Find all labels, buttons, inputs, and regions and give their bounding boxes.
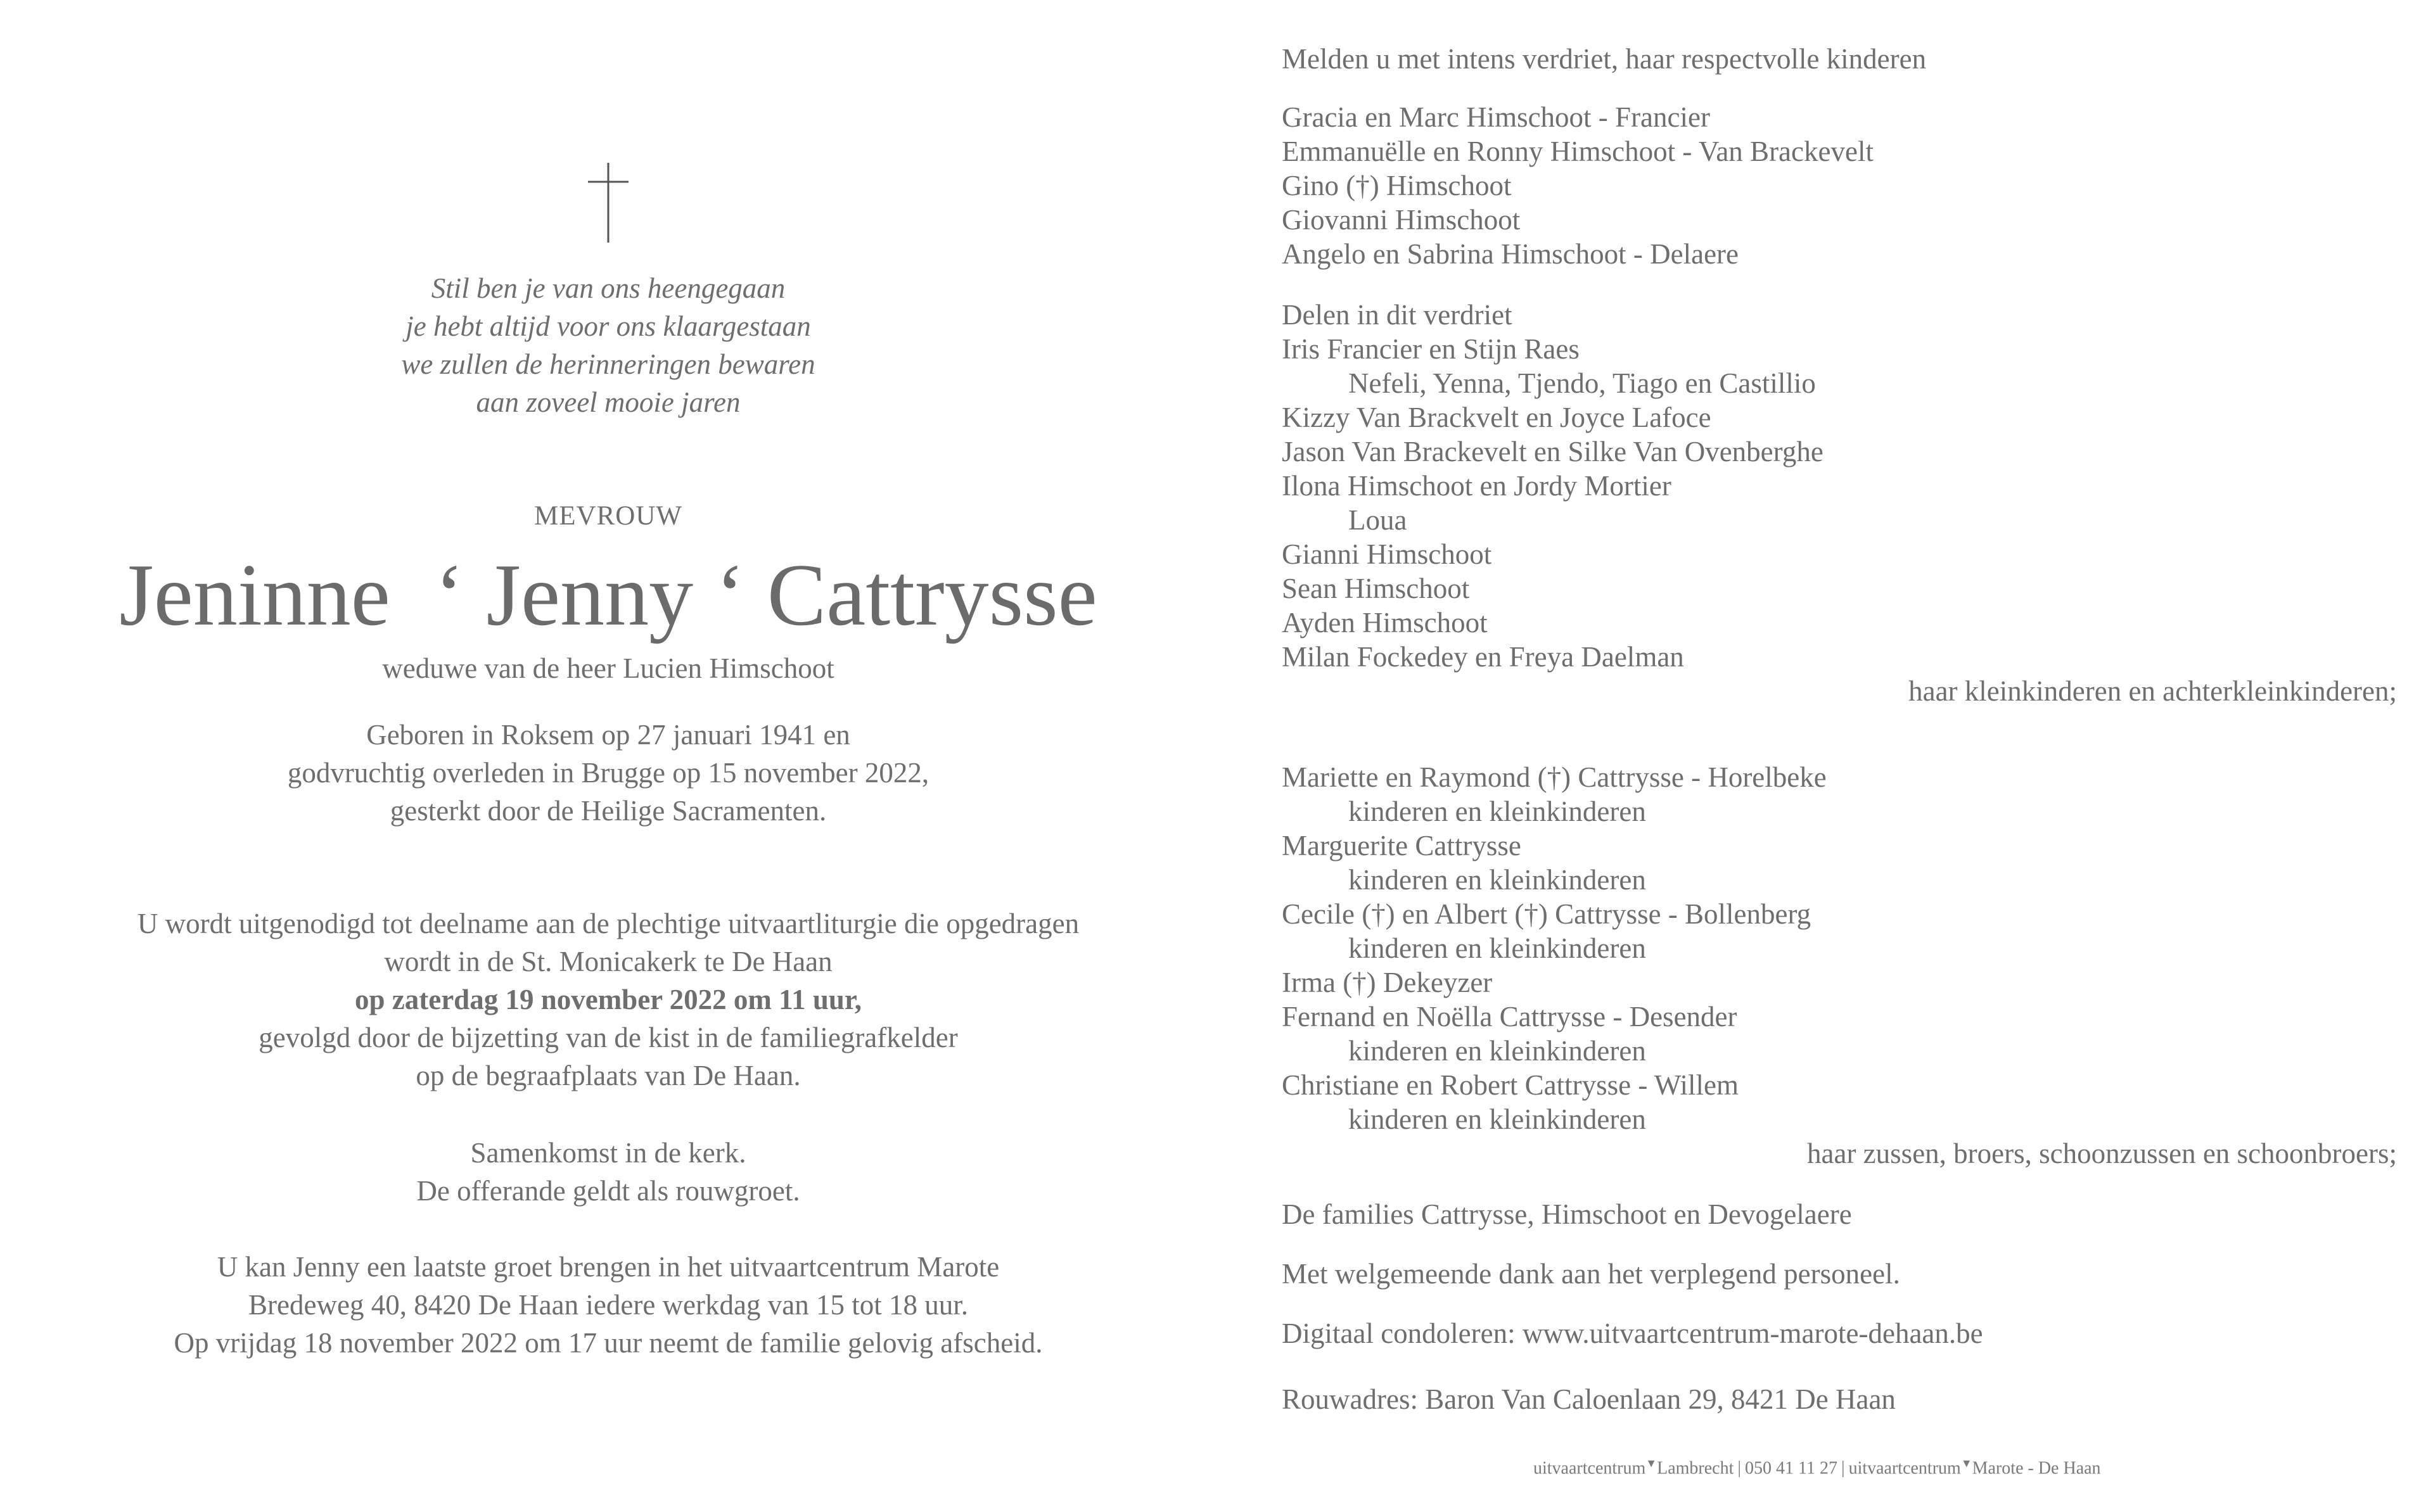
footer-brand-name: Lambrecht xyxy=(1657,1458,1734,1478)
invite-line: U wordt uitgenodigd tot deelname aan de plechtige uitvaartliturgie die opgedragen xyxy=(137,908,1080,939)
honorific: MEVROUW xyxy=(534,501,682,531)
visit-line: U kan Jenny een laatste groet brengen in het uitvaartcentrum Marote xyxy=(217,1251,1000,1283)
gather-line: De offerande geldt als rouwgroet. xyxy=(416,1175,800,1207)
deceased-name: Jeninne ‘ Jenny ‘ Cattrysse xyxy=(119,546,1097,644)
visit-line: Bredeweg 40, 8420 De Haan iedere werkdag van 15 tot 18 uur. xyxy=(248,1289,968,1321)
child-line: Emmanuëlle en Ronny Himschoot - Van Brackevelt xyxy=(1282,136,1874,167)
left-column xyxy=(51,0,1166,1512)
info-line: gesterkt door de Heilige Sacramenten. xyxy=(390,795,827,827)
grandchild-line: Nefeli, Yenna, Tjendo, Tiago en Castillio xyxy=(1348,367,1816,399)
triangle-icon: ▼ xyxy=(1960,1457,1972,1470)
condolence-line[interactable]: Digitaal condoleren: www.uitvaartcentrum-marote-dehaan.be xyxy=(1282,1318,1983,1349)
funeral-invitation xyxy=(51,905,1166,1095)
cross-icon xyxy=(583,162,634,244)
poem-line: je hebt altijd voor ons klaargestaan xyxy=(406,310,811,342)
visit-line: Op vrijdag 18 november 2022 om 17 uur neemt de familie gelovig afscheid. xyxy=(174,1327,1043,1359)
sibling-line: Irma (†) Dekeyzer xyxy=(1282,967,1493,998)
child-line: Giovanni Himschoot xyxy=(1282,204,1521,236)
right-column xyxy=(1282,0,2397,1512)
grandchild-line: Loua xyxy=(1348,504,1407,536)
gather-line: Samenkomst in de kerk. xyxy=(470,1137,746,1169)
sibling-line: kinderen en kleinkinderen xyxy=(1348,1103,1646,1135)
grandchild-line: Gianni Himschoot xyxy=(1282,538,1492,570)
sibling-line: kinderen en kleinkinderen xyxy=(1348,932,1646,964)
grandchild-line: Iris Francier en Stijn Raes xyxy=(1282,333,1580,365)
visitation-info xyxy=(51,1248,1166,1362)
grandchild-line: Ayden Himschoot xyxy=(1282,607,1488,638)
info-line: godvruchtig overleden in Brugge op 15 november 2022, xyxy=(287,757,929,789)
siblings-label: haar zussen, broers, schoonzussen en schoonbroers; xyxy=(1807,1138,2397,1169)
footer-phone: 050 41 11 27 xyxy=(1744,1458,1837,1478)
grandchild-line: Sean Himschoot xyxy=(1282,573,1470,604)
poem-line: aan zoveel mooie jaren xyxy=(476,386,741,418)
poem-line: Stil ben je van ons heengegaan xyxy=(431,272,786,304)
grandchild-line: Milan Fockedey en Freya Daelman xyxy=(1282,641,1684,673)
funeral-date: op zaterdag 19 november 2022 om 11 uur, xyxy=(354,984,862,1015)
intro-line: Melden u met intens verdriet, haar respectvolle kinderen xyxy=(1282,43,1927,75)
thanks-line: Met welgemeende dank aan het verplegend personeel. xyxy=(1282,1258,1900,1290)
footer-divider: | xyxy=(1737,1458,1741,1478)
poem xyxy=(51,269,1166,421)
child-line: Gino (†) Himschoot xyxy=(1282,170,1512,201)
funeral-home-footer xyxy=(1533,1457,2230,1478)
families-line: De families Cattrysse, Himschoot en Devogelaere xyxy=(1282,1198,1852,1230)
info-line: Geboren in Roksem op 27 januari 1941 en xyxy=(366,719,850,751)
widow-line: weduwe van de heer Lucien Himschoot xyxy=(382,652,834,684)
sibling-line: Fernand en Noëlla Cattrysse - Desender xyxy=(1282,1001,1737,1032)
footer-brand: uitvaartcentrum xyxy=(1848,1458,1961,1478)
sibling-line: Christiane en Robert Cattrysse - Willem xyxy=(1282,1069,1739,1101)
footer-divider: | xyxy=(1841,1458,1845,1478)
gathering-info xyxy=(51,1134,1166,1210)
footer-brand: uitvaartcentrum xyxy=(1533,1458,1646,1478)
triangle-icon: ▼ xyxy=(1645,1457,1657,1470)
sibling-line: kinderen en kleinkinderen xyxy=(1348,864,1646,896)
sibling-line: kinderen en kleinkinderen xyxy=(1348,1035,1646,1067)
poem-line: we zullen de herinneringen bewaren xyxy=(401,348,815,380)
footer-brand-name: Marote - De Haan xyxy=(1972,1458,2101,1478)
grandchildren-label: haar kleinkinderen en achterkleinkinderen; xyxy=(1908,675,2397,707)
birth-death-info xyxy=(51,716,1166,830)
address-line: Rouwadres: Baron Van Caloenlaan 29, 8421 De Haan xyxy=(1282,1383,1896,1415)
share-line: Delen in dit verdriet xyxy=(1282,299,1512,331)
invite-line: gevolgd door de bijzetting van de kist in de familiegrafkelder xyxy=(259,1022,958,1053)
sibling-line: Cecile (†) en Albert (†) Cattrysse - Bollenberg xyxy=(1282,898,1811,930)
sibling-line: kinderen en kleinkinderen xyxy=(1348,796,1646,827)
grandchild-line: Kizzy Van Brackvelt en Joyce Lafoce xyxy=(1282,402,1711,433)
invite-line: wordt in de St. Monicakerk te De Haan xyxy=(384,946,833,977)
child-line: Angelo en Sabrina Himschoot - Delaere xyxy=(1282,238,1739,270)
invite-line: op de begraafplaats van De Haan. xyxy=(416,1060,801,1091)
child-line: Gracia en Marc Himschoot - Francier xyxy=(1282,101,1710,133)
grandchild-line: Jason Van Brackevelt en Silke Van Ovenberghe xyxy=(1282,436,1823,467)
grandchild-line: Ilona Himschoot en Jordy Mortier xyxy=(1282,470,1671,502)
sibling-line: Marguerite Cattrysse xyxy=(1282,830,1521,861)
sibling-line: Mariette en Raymond (†) Cattrysse - Horelbeke xyxy=(1282,761,1827,793)
